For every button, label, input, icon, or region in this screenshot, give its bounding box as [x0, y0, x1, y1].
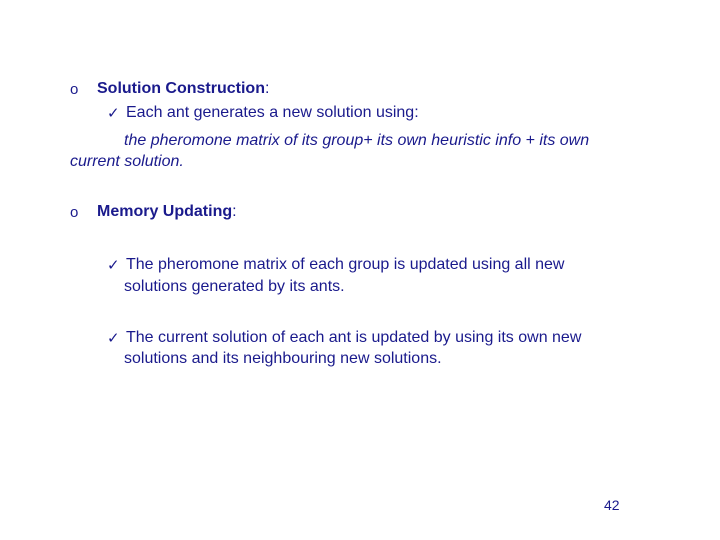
detail-line-2: current solution.: [70, 153, 184, 170]
check-icon: ✓: [107, 329, 120, 347]
page-number: 42: [604, 497, 620, 513]
check-icon: ✓: [107, 104, 120, 122]
section-heading: [97, 80, 269, 98]
list-item-line-1: The pheromone matrix of each group is updated using all new: [126, 256, 565, 273]
heading-colon: :: [232, 203, 237, 220]
heading-text: Memory Updating: [97, 203, 233, 220]
list-item-line-1: The current solution of each ant is updated by using its own new: [126, 329, 582, 346]
bullet-icon: o: [70, 81, 79, 98]
check-icon: ✓: [107, 256, 120, 274]
list-item-line-2: solutions generated by its ants.: [124, 278, 345, 295]
check-item-text: Each ant generates a new solution using:: [126, 104, 419, 121]
bullet-icon: o: [70, 204, 79, 221]
section-heading: [97, 203, 237, 221]
heading-colon: :: [264, 80, 270, 97]
detail-line-1: the pheromone matrix of its group+ its own heuristic info + its own: [124, 132, 590, 149]
heading-text: Solution Construction: [97, 80, 265, 97]
list-item-line-2: solutions and its neighbouring new solutions.: [124, 350, 442, 367]
